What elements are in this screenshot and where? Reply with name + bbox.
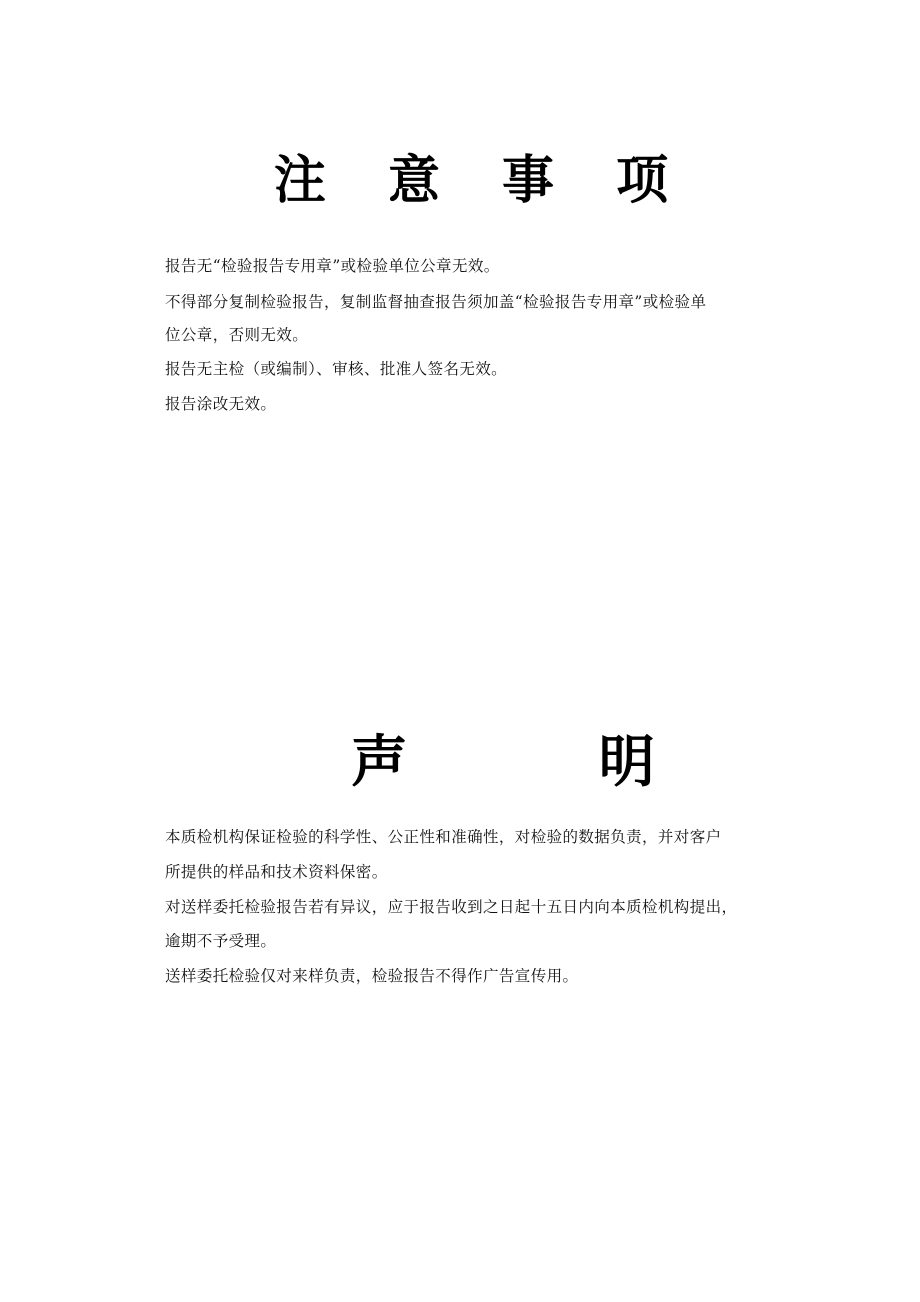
statement-line-4: 逾期不予受理。: [165, 932, 277, 950]
statement-title: 声 明: [351, 730, 741, 795]
notice-line-5: 报告涂改无效。: [165, 395, 277, 413]
statement-line-5: 送样委托检验仅对来样负责，检验报告不得作广告宣传用。: [165, 967, 579, 985]
statement-line-3: 对送样委托检验报告若有异议，应于报告收到之日起十五日内向本质检机构提出，: [165, 898, 738, 916]
notice-title: 注 意 事 项: [273, 151, 691, 211]
notice-line-1: 报告无“检验报告专用章”或检验单位公章无效。: [165, 257, 500, 275]
statement-line-2: 所提供的样品和技术资料保密。: [165, 863, 388, 881]
notice-line-4: 报告无主检（或编制）、审核、批准人签名无效。: [165, 360, 508, 378]
statement-line-1: 本质检机构保证检验的科学性、公正性和准确性，对检验的数据负责，并对客户: [165, 828, 722, 846]
notice-line-2: 不得部分复制检验报告，复制监督抽查报告须加盖“检验报告专用章”或检验单: [165, 293, 707, 311]
notice-line-3: 位公章，否则无效。: [165, 326, 309, 344]
